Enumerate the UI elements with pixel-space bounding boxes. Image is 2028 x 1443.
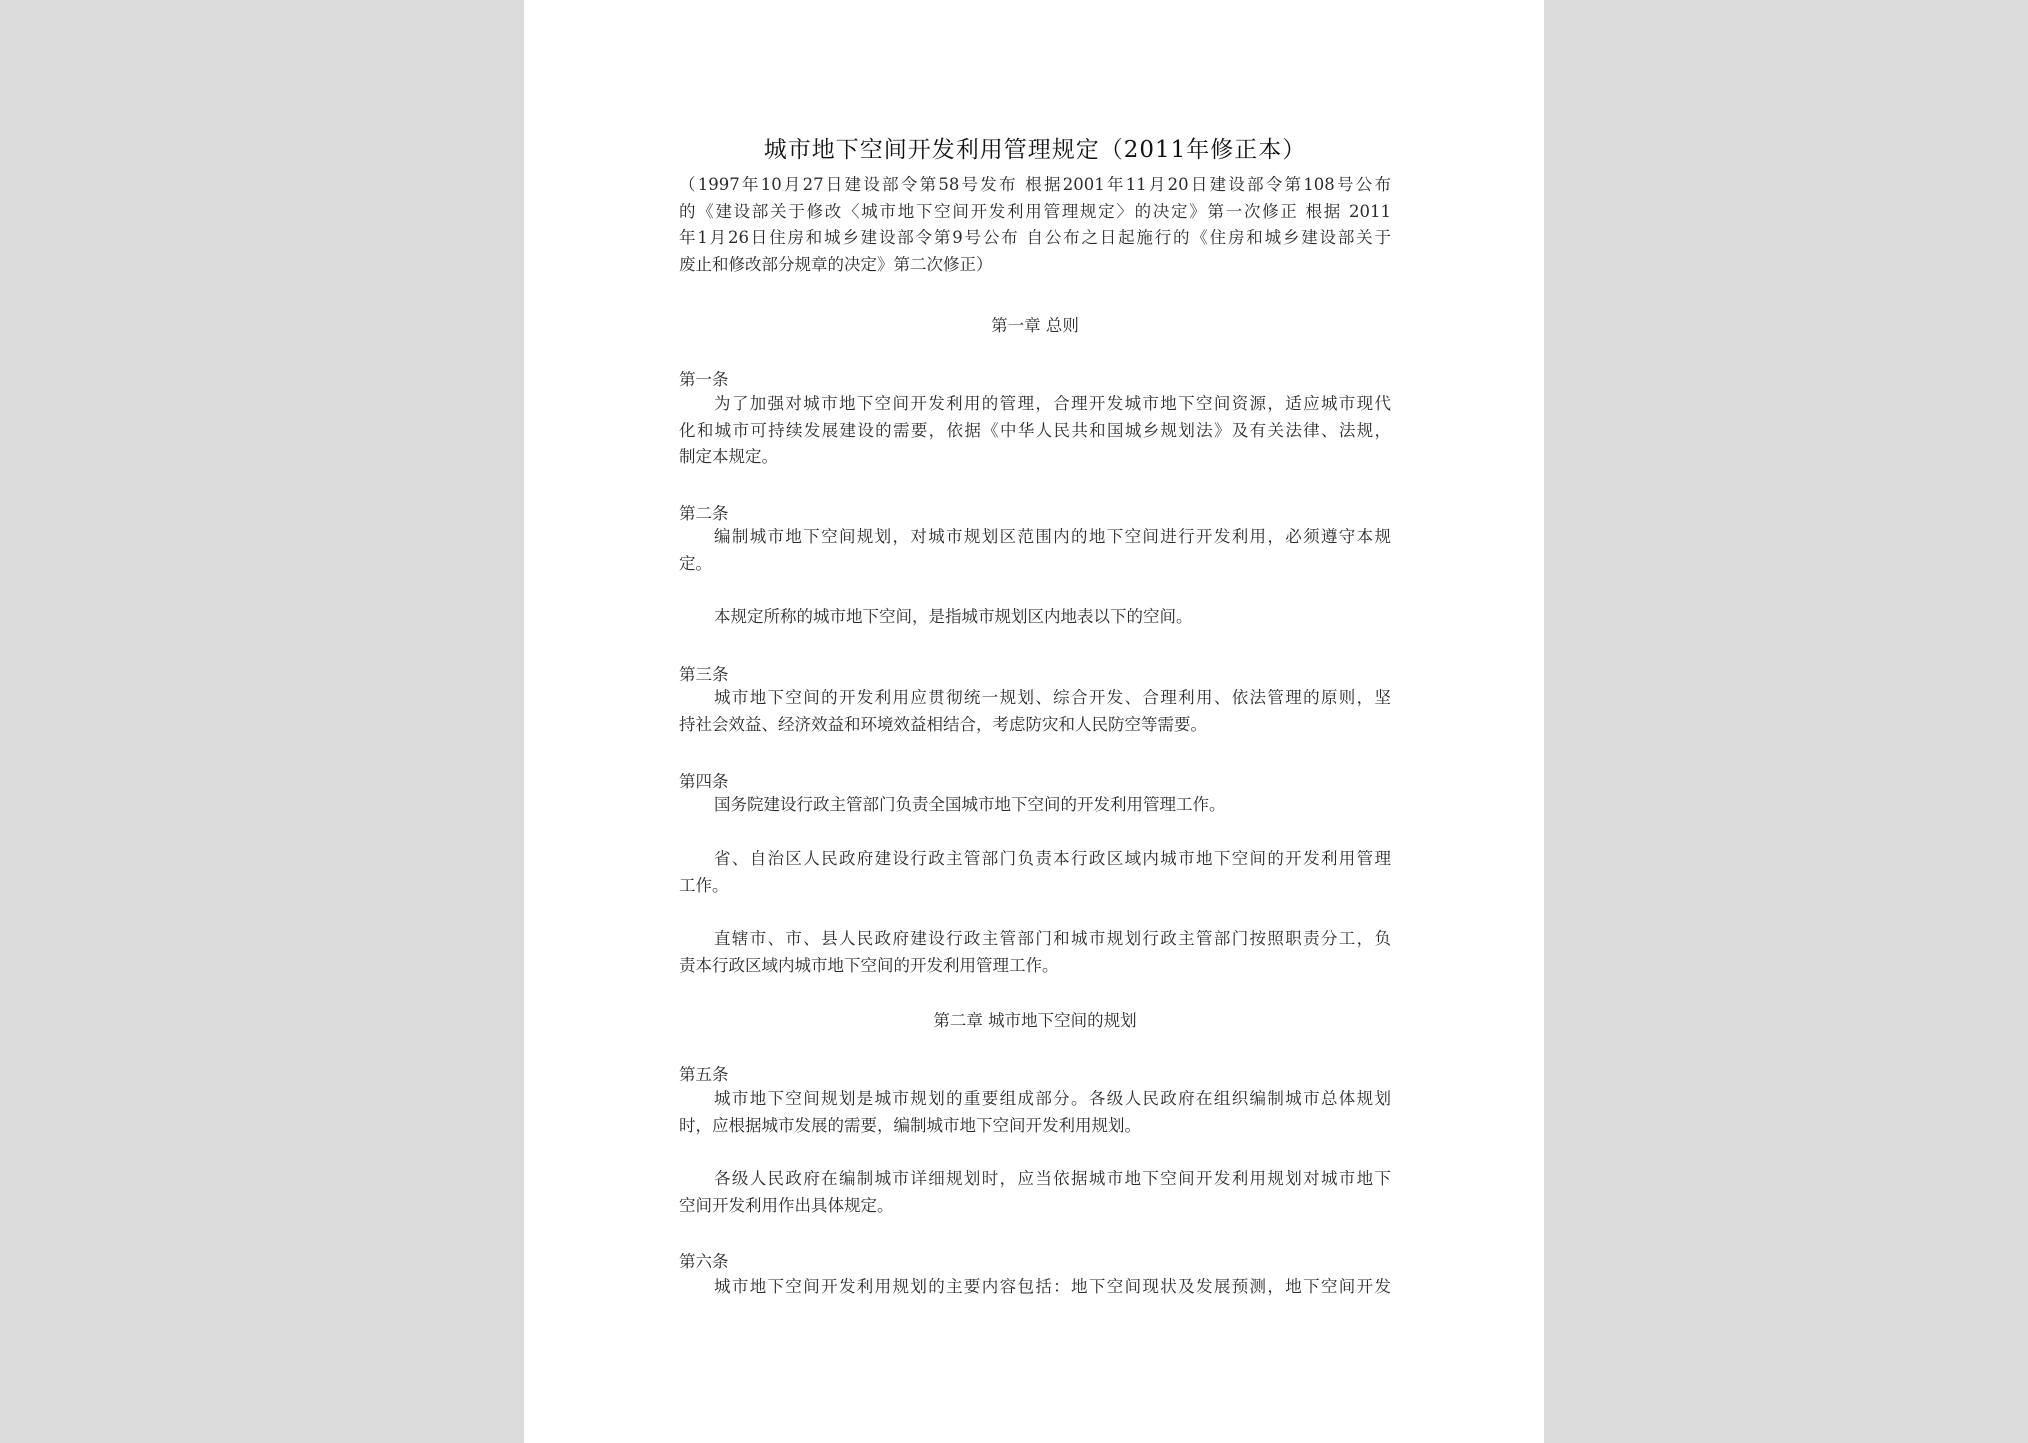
article-heading: 第一条 <box>679 370 729 389</box>
preamble-line: 的《建设部关于修改〈城市地下空间开发利用管理规定〉的决定》第一次修正 根据 2011 <box>679 201 1391 221</box>
preamble-line: 废止和修改部分规章的决定》第二次修正） <box>679 254 993 274</box>
article-paragraph <box>679 1166 1391 1219</box>
article-heading: 第六条 <box>679 1252 729 1271</box>
paragraph-line: 直辖市、市、县人民政府建设行政主管部门和城市规划行政主管部门按照职责分工，负 <box>714 929 1391 948</box>
article-paragraph <box>679 685 1391 738</box>
article-paragraph <box>679 1274 1391 1301</box>
paragraph-line: 城市地下空间开发利用规划的主要内容包括：地下空间现状及发展预测，地下空间开发 <box>714 1277 1391 1296</box>
paragraph-line: 各级人民政府在编制城市详细规划时，应当依据城市地下空间开发利用规划对城市地下 <box>714 1169 1391 1188</box>
article-heading: 第四条 <box>679 772 729 791</box>
paragraph-line: 空间开发利用作出具体规定。 <box>679 1195 894 1215</box>
article-paragraph <box>679 846 1391 899</box>
paragraph-line: 化和城市可持续发展建设的需要，依据《中华人民共和国城乡规划法》及有关法律、法规， <box>679 420 1391 440</box>
paragraph-line: 工作。 <box>679 875 729 895</box>
paragraph-line: 编制城市地下空间规划，对城市规划区范围内的地下空间进行开发利用，必须遵守本规 <box>714 527 1391 546</box>
article-heading: 第五条 <box>679 1065 729 1084</box>
article-paragraph <box>679 926 1391 979</box>
paragraph-line: 持社会效益、经济效益和环境效益相结合，考虑防灾和人民防空等需要。 <box>679 714 1207 734</box>
paragraph-line: 本规定所称的城市地下空间，是指城市规划区内地表以下的空间。 <box>714 607 1193 626</box>
paragraph-line: 省、自治区人民政府建设行政主管部门负责本行政区域内城市地下空间的开发利用管理 <box>714 849 1391 868</box>
article-paragraph <box>679 1086 1391 1139</box>
article-paragraph <box>679 792 1391 819</box>
paragraph-line: 为了加强对城市地下空间开发利用的管理，合理开发城市地下空间资源，适应城市现代 <box>714 394 1391 413</box>
document-title: 城市地下空间开发利用管理规定（2011年修正本） <box>763 137 1307 163</box>
paragraph-line: 时，应根据城市发展的需要，编制城市地下空间开发利用规划。 <box>679 1115 1141 1135</box>
article-paragraph <box>679 524 1391 577</box>
article-heading: 第三条 <box>679 665 729 684</box>
paragraph-line: 城市地下空间规划是城市规划的重要组成部分。各级人民政府在组织编制城市总体规划 <box>714 1089 1391 1108</box>
paragraph-line: 国务院建设行政主管部门负责全国城市地下空间的开发利用管理工作。 <box>714 795 1226 814</box>
article-paragraph <box>679 604 1391 631</box>
preamble-line: （1997年10月27日建设部令第58号发布 根据2001年11月20日建设部令第108号公布 <box>679 175 1391 194</box>
paragraph-line: 责本行政区域内城市地下空间的开发利用管理工作。 <box>679 955 1059 975</box>
paragraph-line: 定。 <box>679 553 712 573</box>
paragraph-line: 城市地下空间的开发利用应贯彻统一规划、综合开发、合理利用、依法管理的原则，坚 <box>714 688 1391 707</box>
chapter-heading: 第一章 总则 <box>991 316 1079 335</box>
paragraph-line: 制定本规定。 <box>679 447 778 466</box>
article-paragraph <box>679 391 1391 471</box>
document-preamble <box>679 172 1391 278</box>
document-page <box>524 0 1544 1443</box>
preamble-line: 年1月26日住房和城乡建设部令第9号公布 自公布之日起施行的《住房和城乡建设部关于 <box>679 228 1391 247</box>
article-heading: 第二条 <box>679 504 729 523</box>
chapter-heading: 第二章 城市地下空间的规划 <box>933 1011 1137 1030</box>
